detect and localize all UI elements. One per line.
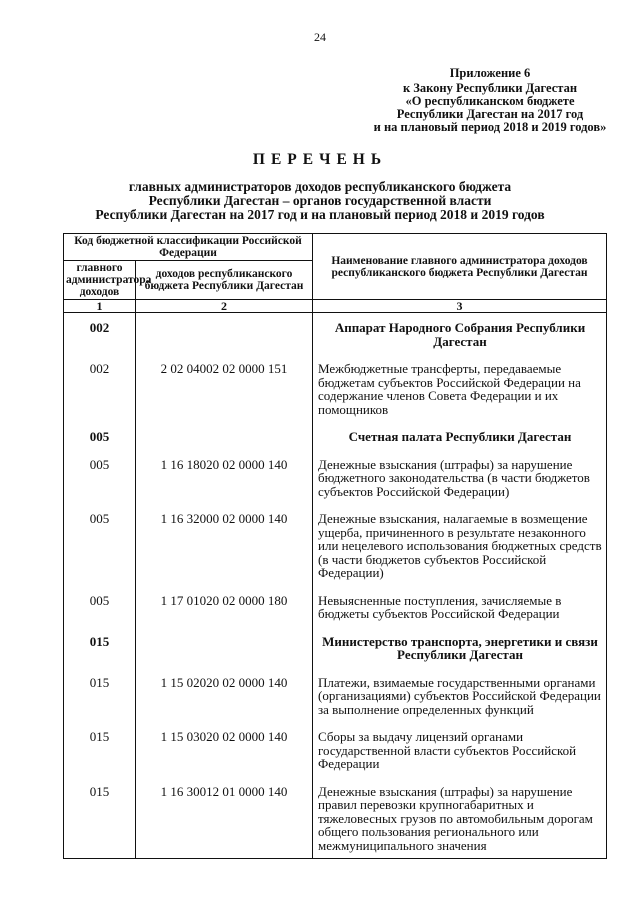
admin-code-cell: 015 [64, 627, 136, 668]
admin-code-cell: 005 [64, 586, 136, 627]
admin-code-cell: 015 [64, 777, 136, 859]
column-number: 3 [313, 300, 607, 313]
administrator-name-cell: Аппарат Народного Собрания Республики Дагестан [313, 313, 607, 355]
table-row [64, 722, 607, 777]
admin-code-cell: 015 [64, 668, 136, 723]
administrator-name-cell: Денежные взыскания (штрафы) за нарушение бюджетного законодательства (в части бюджетов субъектов Российской Федерации) [313, 450, 607, 505]
document-subtitle [40, 180, 600, 222]
page-number: 24 [314, 30, 326, 44]
income-code-cell: 1 16 32000 02 0000 140 [136, 504, 313, 586]
admin-code-cell: 005 [64, 422, 136, 450]
annex-line: и на плановый период 2018 и 2019 годов» [373, 120, 607, 134]
annex-line: Республики Дагестан на 2017 год [396, 107, 584, 121]
header-admin-code: главного администратора доходов [64, 261, 136, 300]
administrator-name-cell: Денежные взыскания (штрафы) за нарушение правил перевозки крупногабаритных и тяжеловесных грузов по автомобильным дорогам общего пользования регионального или межмуниципального значения [313, 777, 607, 859]
subtitle-line: Республики Дагестан – органов государственной власти [148, 193, 492, 208]
table-group-row [64, 313, 607, 355]
admin-code-cell: 002 [64, 313, 136, 355]
table-row [64, 668, 607, 723]
table-body [64, 313, 607, 859]
column-number: 1 [64, 300, 136, 313]
table-row [64, 354, 607, 422]
annex-line: «О республиканском бюджете [405, 94, 575, 108]
column-number: 2 [136, 300, 313, 313]
table-row [64, 777, 607, 859]
table-group-row [64, 627, 607, 668]
income-code-cell [136, 313, 313, 355]
admin-code-cell: 005 [64, 504, 136, 586]
table-group-row [64, 422, 607, 450]
income-code-cell: 1 15 03020 02 0000 140 [136, 722, 313, 777]
administrator-name-cell: Министерство транспорта, энергетики и связи Республики Дагестан [313, 627, 607, 668]
subtitle-line: главных администраторов доходов республиканского бюджета [128, 179, 512, 194]
administrator-name-cell: Невыясненные поступления, зачисляемые в бюджеты субъектов Российской Федерации [313, 586, 607, 627]
income-code-cell: 1 17 01020 02 0000 180 [136, 586, 313, 627]
income-code-cell: 1 16 18020 02 0000 140 [136, 450, 313, 505]
table-row [64, 504, 607, 586]
administrator-name-cell: Межбюджетные трансферты, передаваемые бюджетам субъектов Российской Федерации на содержание членов Совета Федерации и их помощников [313, 354, 607, 422]
income-code-cell [136, 422, 313, 450]
admin-code-cell: 015 [64, 722, 136, 777]
admin-code-cell: 002 [64, 354, 136, 422]
subtitle-line: Республики Дагестан на 2017 год и на плановый период 2018 и 2019 годов [95, 207, 545, 222]
income-code-cell: 2 02 04002 02 0000 151 [136, 354, 313, 422]
annex-reference [325, 82, 640, 134]
administrator-name-cell: Денежные взыскания, налагаемые в возмещение ущерба, причиненного в результате незаконного или нецелевого использования бюджетных средств (в части бюджетов субъектов Российской Федерации) [313, 504, 607, 586]
document-title: ПЕРЕЧЕНЬ [252, 151, 388, 168]
header-code-group: Код бюджетной классификации Российской Федерации [64, 234, 313, 261]
administrator-name-cell: Сборы за выдачу лицензий органами государственной власти субъектов Российской Федерации [313, 722, 607, 777]
admin-code-cell: 005 [64, 450, 136, 505]
annex-title: Приложение 6 [449, 66, 531, 80]
administrators-table [63, 233, 607, 859]
header-income-code: доходов республиканского бюджета Республики Дагестан [136, 261, 313, 300]
income-code-cell [136, 627, 313, 668]
administrator-name-cell: Платежи, взимаемые государственными органами (организациями) субъектов Российской Федерации за выполнение определенных функций [313, 668, 607, 723]
income-code-cell: 1 16 30012 01 0000 140 [136, 777, 313, 859]
annex-line: к Закону Республики Дагестан [402, 81, 578, 95]
income-code-cell: 1 15 02020 02 0000 140 [136, 668, 313, 723]
header-name-column: Наименование главного администратора доходов республиканского бюджета Республики Дагестан [313, 234, 607, 300]
administrator-name-cell: Счетная палата Республики Дагестан [313, 422, 607, 450]
table-row [64, 450, 607, 505]
table-row [64, 586, 607, 627]
